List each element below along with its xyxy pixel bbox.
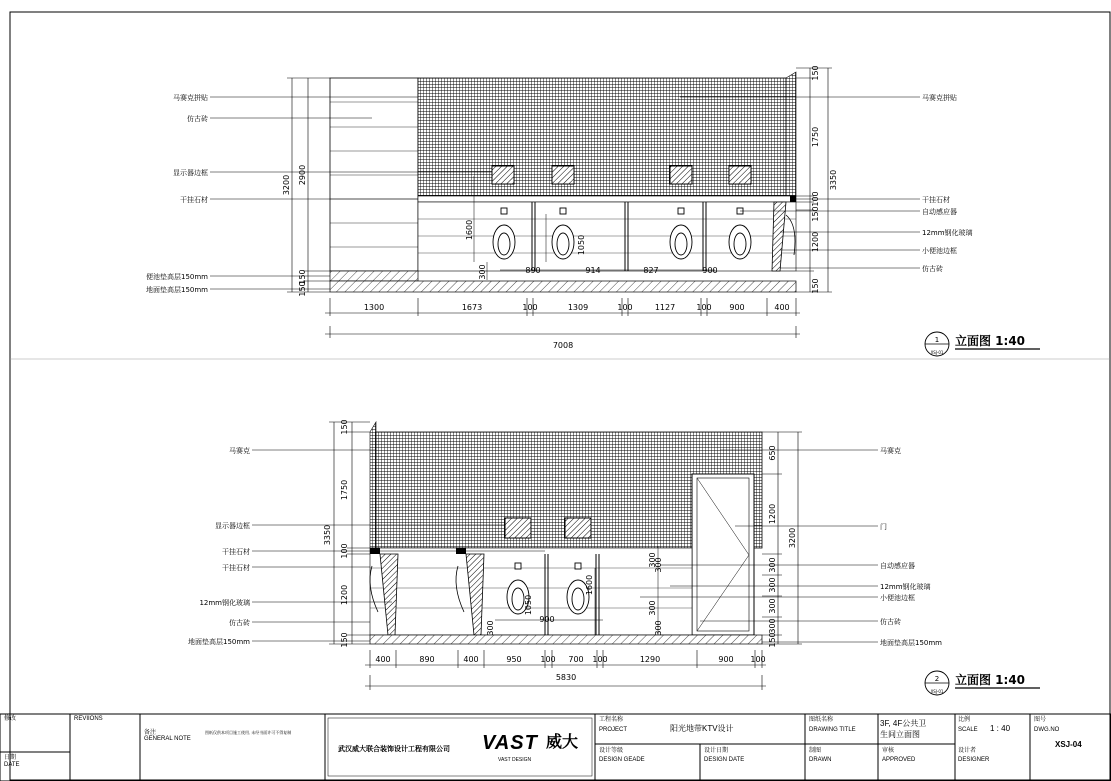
label-right: 门 <box>880 523 887 531</box>
svg-text:300: 300 <box>768 598 777 614</box>
label-left: 12mm钢化玻璃 <box>199 599 250 607</box>
monitor-frame <box>492 166 514 184</box>
label-right: 马赛克 <box>880 447 901 455</box>
elevation-title: 立面图 1:40 <box>955 673 1026 687</box>
date-cn: 日期 <box>4 755 17 761</box>
label-right: 小便池边框 <box>922 247 957 255</box>
svg-text:2900: 2900 <box>298 164 307 186</box>
brand-sub: VAST DESIGN <box>498 757 532 763</box>
svg-text:XSJ-01: XSJ-01 <box>930 689 944 694</box>
dwg-label: DWG.NO <box>1034 727 1060 733</box>
svg-text:3350: 3350 <box>323 524 332 546</box>
approved-cn: 审核 <box>882 748 895 754</box>
elevation-2-title <box>925 671 1040 695</box>
svg-text:1200: 1200 <box>811 231 820 253</box>
label-right: 自动感应器 <box>922 208 957 216</box>
drawn-cn: 制图 <box>809 748 822 754</box>
svg-text:300: 300 <box>648 600 657 616</box>
project-cn: 工程名称 <box>599 717 624 723</box>
elevation-title: 立面图 1:40 <box>955 334 1026 348</box>
svg-text:150: 150 <box>811 206 820 222</box>
label-left: 显示器边框 <box>173 169 208 177</box>
svg-text:150: 150 <box>811 65 820 81</box>
svg-text:100: 100 <box>340 543 349 559</box>
svg-text:650: 650 <box>768 445 777 461</box>
svg-text:150: 150 <box>811 278 820 294</box>
label-right: 小便池边框 <box>880 594 915 602</box>
grade-label: DESIGN GEADE <box>599 757 645 763</box>
label-left: 马赛克拼贴 <box>173 94 208 102</box>
drawing-title-cn: 图纸名称 <box>809 717 834 723</box>
svg-text:827: 827 <box>643 266 659 275</box>
svg-text:1600: 1600 <box>465 219 474 241</box>
svg-text:100: 100 <box>540 655 556 664</box>
svg-text:1290: 1290 <box>639 655 661 664</box>
grade-cn: 设计等级 <box>599 748 624 754</box>
label-left: 干挂石材 <box>222 564 250 572</box>
label-left: 干挂石材 <box>180 196 208 204</box>
svg-text:1750: 1750 <box>340 479 349 501</box>
dim: 1127 <box>654 303 676 312</box>
brand-logo: VAST <box>482 732 538 754</box>
svg-text:400: 400 <box>375 655 391 664</box>
svg-text:300: 300 <box>654 620 663 636</box>
scale-cn: 比例 <box>958 717 971 723</box>
svg-text:150: 150 <box>298 281 307 297</box>
revisions-cn: 修改 <box>4 716 17 722</box>
svg-text:1050: 1050 <box>524 594 533 616</box>
label-right: 干挂石材 <box>922 196 950 204</box>
label-left: 马赛克 <box>229 447 250 455</box>
label-left: 干挂石材 <box>222 548 250 556</box>
note-cn: 备注 <box>144 730 157 736</box>
svg-text:300: 300 <box>478 264 487 280</box>
svg-text:300: 300 <box>486 620 495 636</box>
label-left: 仿古砖 <box>229 619 250 627</box>
company-note: 图纸仅供本项目施工使用, 未经书面许可不得复制 <box>205 730 292 735</box>
company-name: 武汉威大联合装饰设计工程有限公司 <box>338 746 450 753</box>
label-right: 马赛克拼贴 <box>922 94 957 102</box>
svg-text:100: 100 <box>811 191 820 207</box>
label-left: 仿古砖 <box>187 115 208 123</box>
dim: 400 <box>774 303 790 312</box>
svg-text:890: 890 <box>525 266 541 275</box>
svg-text:1600: 1600 <box>585 574 594 596</box>
svg-text:1050: 1050 <box>577 234 586 256</box>
svg-text:400: 400 <box>463 655 479 664</box>
svg-text:1200: 1200 <box>768 503 777 525</box>
svg-text:900: 900 <box>702 266 718 275</box>
brand-cn: 威大 <box>546 734 579 751</box>
svg-text:950: 950 <box>506 655 522 664</box>
label-left: 地面垫高层150mm <box>188 638 250 646</box>
svg-text:1: 1 <box>934 336 940 344</box>
designer-cn: 设计者 <box>958 748 977 754</box>
svg-text:150: 150 <box>768 632 777 648</box>
label-right: 自动感应器 <box>880 562 915 570</box>
svg-text:XSJ-01: XSJ-01 <box>930 350 944 355</box>
svg-text:890: 890 <box>419 655 435 664</box>
dim: 1673 <box>461 303 483 312</box>
stone-band <box>418 196 796 202</box>
drawing-title-label: DRAWING TITLE <box>809 727 856 733</box>
svg-text:900: 900 <box>539 615 555 624</box>
elevation-1-title <box>925 332 1040 356</box>
design-date-cn: 设计日期 <box>704 748 729 754</box>
dim-total: 5830 <box>555 673 577 682</box>
tile-wall <box>330 78 418 271</box>
svg-text:914: 914 <box>585 266 601 275</box>
svg-text:150: 150 <box>340 419 349 435</box>
project-name: 阳光地带KTV设计 <box>670 724 734 733</box>
designer-label: DESIGNER <box>958 757 990 763</box>
monitor-frame <box>505 518 531 538</box>
drawing-name-2: 生间立面图 <box>880 730 920 739</box>
svg-text:1200: 1200 <box>340 584 349 606</box>
scale-value: 1 : 40 <box>990 724 1011 733</box>
svg-text:150: 150 <box>340 632 349 648</box>
monitor-frame <box>729 166 751 184</box>
dim: 100 <box>522 303 538 312</box>
svg-text:900: 900 <box>718 655 734 664</box>
drawing-name-1: 3F, 4F公共卫 <box>880 719 927 728</box>
label-right: 仿古砖 <box>922 265 943 273</box>
dim: 900 <box>729 303 745 312</box>
label-left: 便池垫高层150mm <box>146 273 208 281</box>
monitor-frame <box>670 166 692 184</box>
elevation-1 <box>146 65 1040 356</box>
svg-text:300: 300 <box>768 618 777 634</box>
drawn-label: DRAWN <box>809 757 832 763</box>
dim: 1309 <box>567 303 589 312</box>
svg-text:700: 700 <box>568 655 584 664</box>
svg-text:300: 300 <box>768 577 777 593</box>
svg-text:3200: 3200 <box>282 174 291 196</box>
svg-text:2: 2 <box>934 675 940 683</box>
label-right: 12mm钢化玻璃 <box>922 229 973 237</box>
dim-total: 7008 <box>552 341 574 350</box>
svg-text:300: 300 <box>654 557 663 573</box>
approved-label: APPROVED <box>882 757 916 763</box>
svg-text:100: 100 <box>592 655 608 664</box>
svg-text:3350: 3350 <box>829 169 838 191</box>
design-date-label: DESIGN DATE <box>704 757 745 763</box>
elevation-2 <box>188 419 1040 695</box>
scale-label: SCALE <box>958 727 978 733</box>
revisions-label: REVIIONS <box>74 716 103 722</box>
svg-text:150: 150 <box>298 269 307 285</box>
label-left: 显示器边框 <box>215 522 250 530</box>
label-right: 12mm钢化玻璃 <box>880 583 931 591</box>
svg-text:300: 300 <box>648 552 657 568</box>
dwg-cn: 图号 <box>1034 717 1047 723</box>
dwg-value: XSJ-04 <box>1055 740 1082 749</box>
svg-text:300: 300 <box>768 557 777 573</box>
label-right: 地面垫高层150mm <box>880 639 942 647</box>
dim: 100 <box>617 303 633 312</box>
project-label: PROJECT <box>599 727 628 733</box>
svg-text:3200: 3200 <box>788 527 797 549</box>
svg-text:100: 100 <box>750 655 766 664</box>
label-left: 地面垫高层150mm <box>146 286 208 294</box>
monitor-frame <box>565 518 591 538</box>
general-note: GENERAL NOTE <box>144 736 191 742</box>
dim: 1300 <box>363 303 385 312</box>
monitor-frame <box>552 166 574 184</box>
date-label: DATE <box>4 762 20 768</box>
svg-text:1750: 1750 <box>811 126 820 148</box>
label-right: 仿古砖 <box>880 618 901 626</box>
dim: 100 <box>696 303 712 312</box>
